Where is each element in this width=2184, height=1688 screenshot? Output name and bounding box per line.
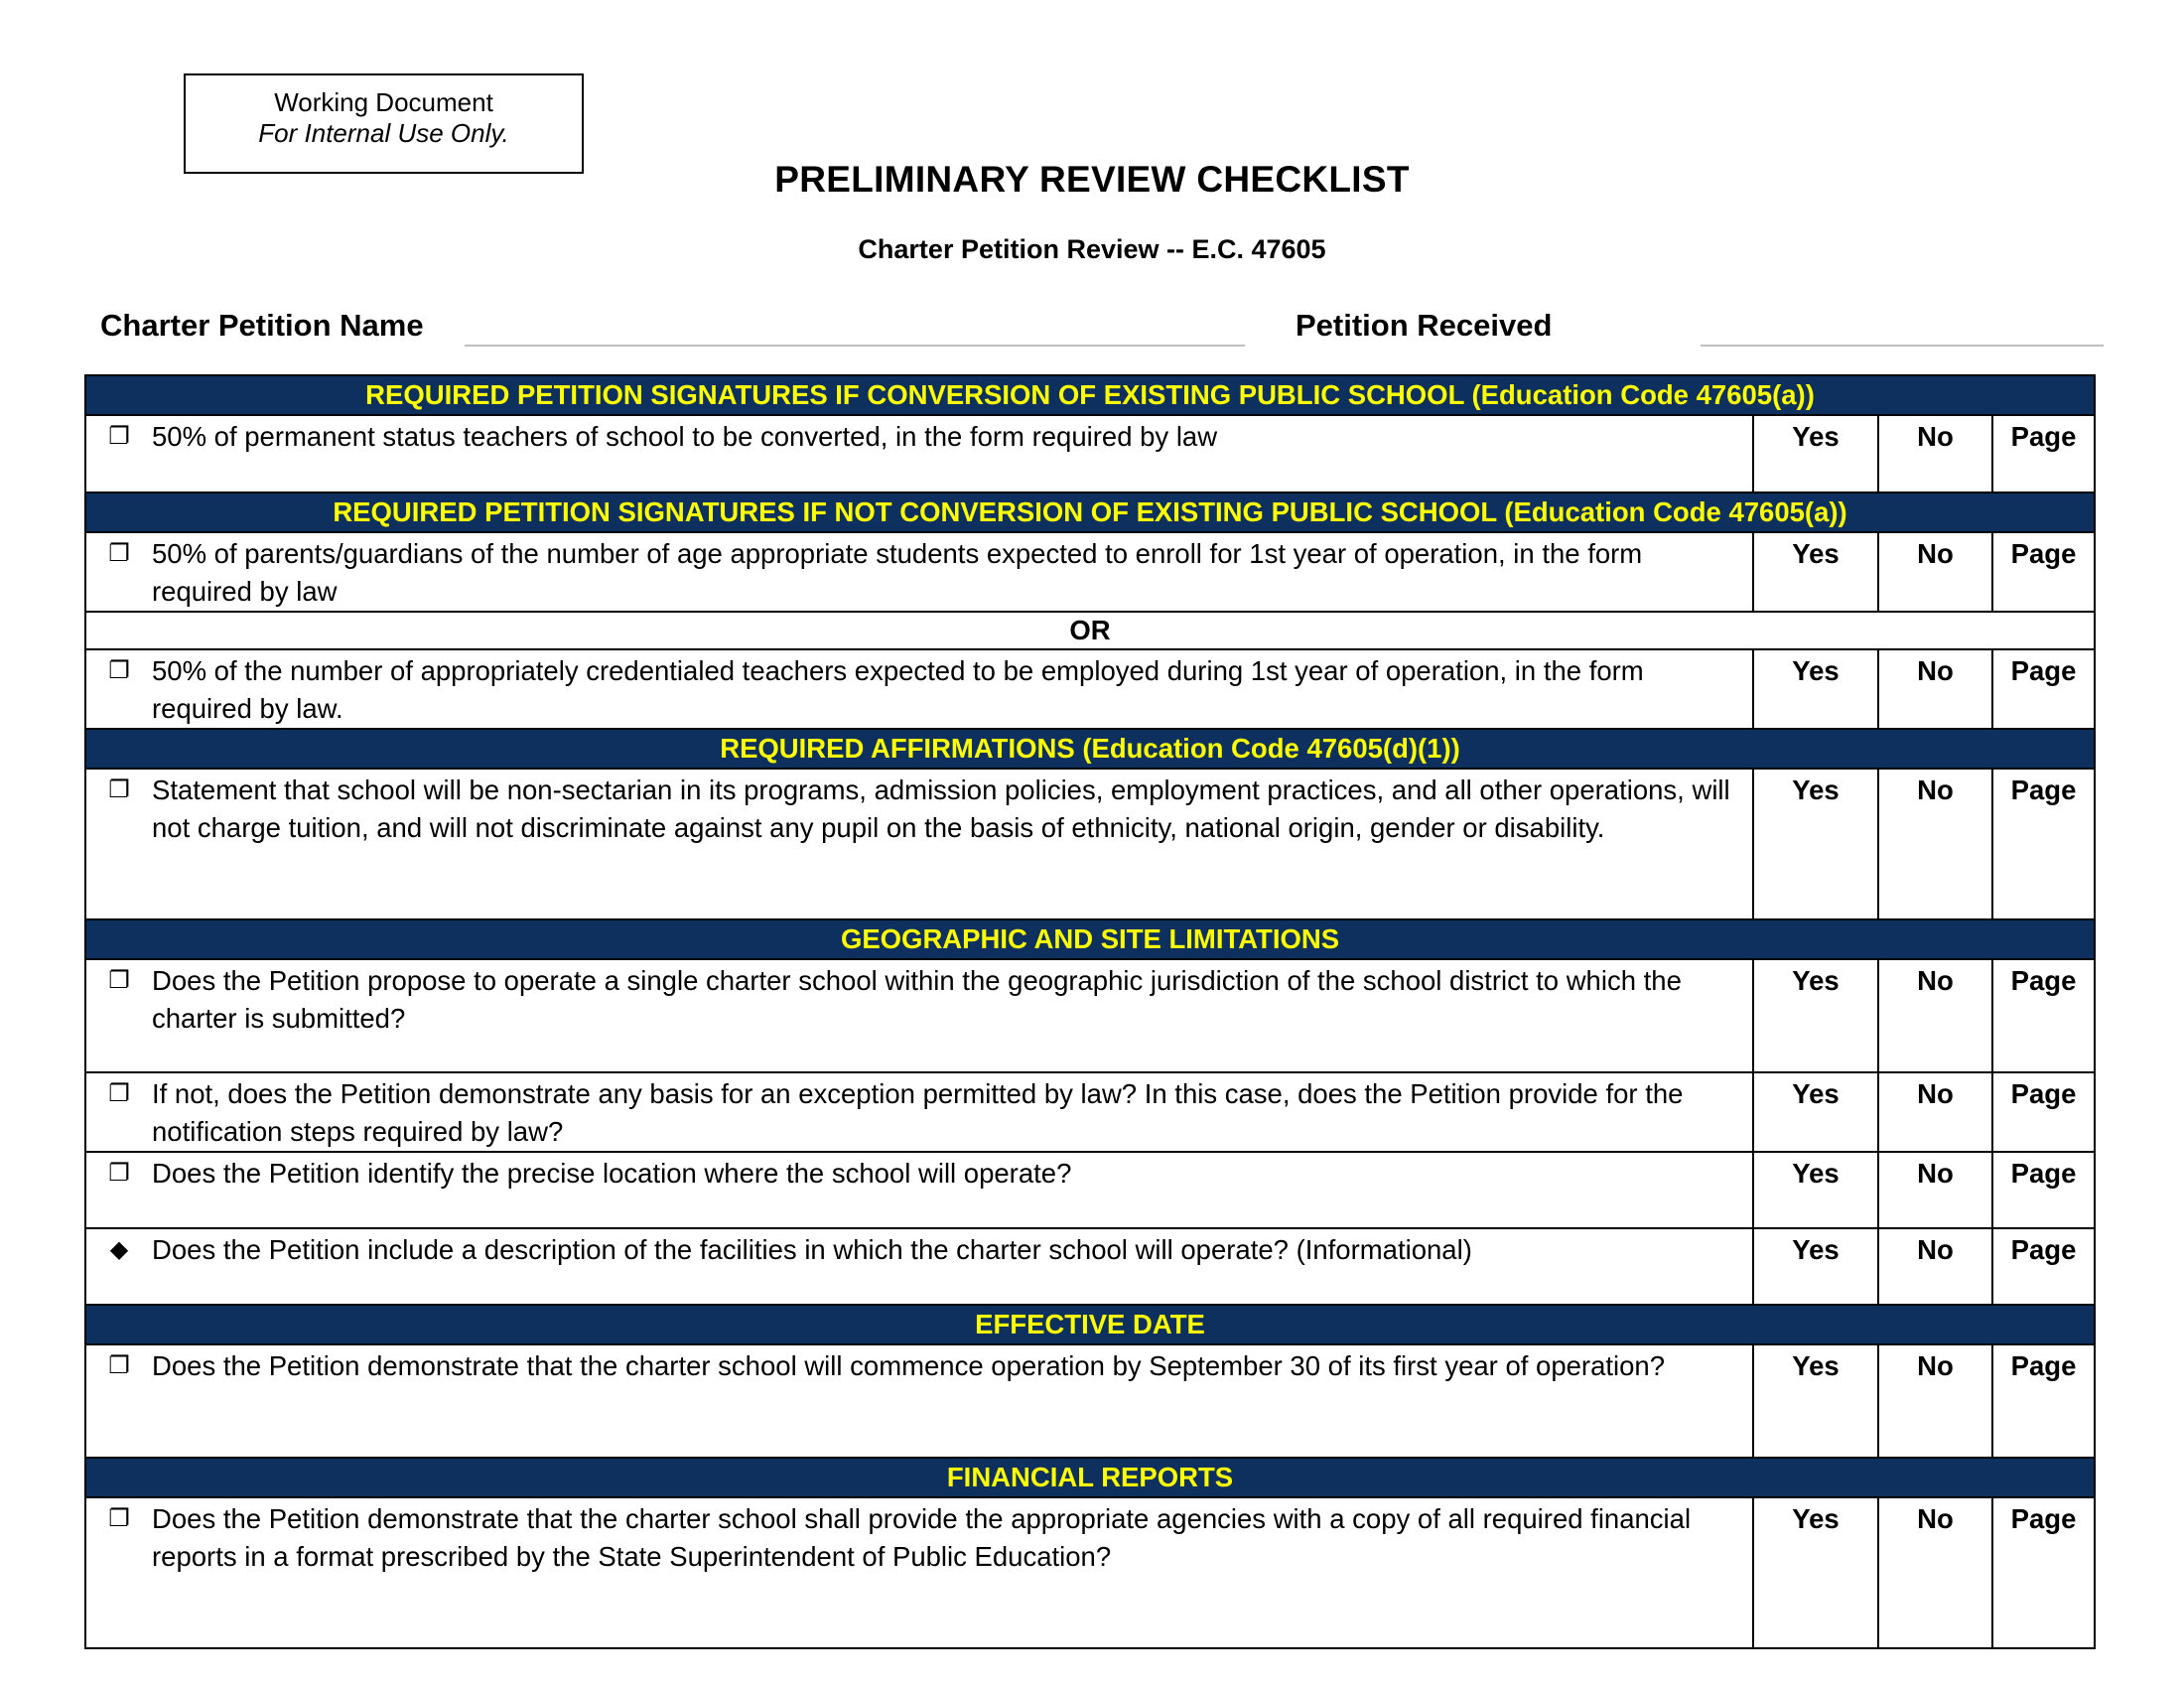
checkbox-icon[interactable]: ❐ (108, 1080, 130, 1107)
page-cell[interactable]: Page (1992, 649, 2095, 729)
page-cell[interactable]: Page (1992, 532, 2095, 612)
yes-cell[interactable]: Yes (1753, 769, 1878, 919)
checklist-item (85, 1072, 1753, 1152)
checklist-item (85, 1152, 1753, 1228)
section-header-row (85, 1458, 2095, 1497)
item-text: Does the Petition demonstrate that the charter school will commence operation by September 30 of its first year of operation? (152, 1350, 1665, 1381)
yes-cell[interactable]: Yes (1753, 1228, 1878, 1305)
item-text: Does the Petition identify the precise location where the school will operate? (152, 1158, 1072, 1189)
no-cell[interactable]: No (1878, 769, 1992, 919)
stamp-line-1: Working Document (274, 87, 493, 117)
section-title: REQUIRED PETITION SIGNATURES IF CONVERSION OF EXISTING PUBLIC SCHOOL (Education Code 47605(a)) (85, 375, 2095, 415)
page-title: PRELIMINARY REVIEW CHECKLIST (774, 159, 1410, 200)
item-text: Statement that school will be non-sectarian in its programs, admission policies, employment practices, and all other operations, will not charge tuition, and will not discriminate against any pupil on the basis of ethnicity, national origin, gender or disability. (152, 774, 1730, 843)
section-title: EFFECTIVE DATE (85, 1305, 2095, 1344)
yes-cell[interactable]: Yes (1753, 415, 1878, 492)
item-text: 50% of parents/guardians of the number of age appropriate students expected to enroll for 1st year of operation, in the form required by law (152, 538, 1643, 607)
checklist-item (85, 415, 1753, 492)
no-cell[interactable]: No (1878, 959, 1992, 1072)
section-title: REQUIRED PETITION SIGNATURES IF NOT CONVERSION OF EXISTING PUBLIC SCHOOL (Education Code 47605(a)) (85, 492, 2095, 532)
checkbox-icon[interactable]: ❐ (108, 1160, 130, 1187)
yes-cell[interactable]: Yes (1753, 1072, 1878, 1152)
checkbox-icon[interactable]: ❐ (108, 657, 130, 684)
checkbox-icon[interactable]: ❐ (108, 776, 130, 803)
petition-received-field[interactable] (1701, 345, 2104, 347)
checklist-row (85, 1152, 2095, 1228)
no-cell[interactable]: No (1878, 1072, 1992, 1152)
checklist-row (85, 1072, 2095, 1152)
checkbox-icon[interactable]: ❐ (108, 423, 130, 450)
review-checklist-table (84, 374, 2096, 1649)
checklist-row (85, 1497, 2095, 1648)
checklist-item (85, 959, 1753, 1072)
checklist-row (85, 1228, 2095, 1305)
checkbox-icon[interactable]: ❐ (108, 1352, 130, 1379)
checklist-item (85, 769, 1753, 919)
page-cell[interactable]: Page (1992, 1344, 2095, 1458)
yes-cell[interactable]: Yes (1753, 1497, 1878, 1648)
section-title: FINANCIAL REPORTS (85, 1458, 2095, 1497)
checklist-item (85, 1497, 1753, 1648)
petition-name-label: Charter Petition Name (100, 308, 424, 343)
petition-name-field[interactable] (465, 345, 1245, 347)
no-cell[interactable]: No (1878, 532, 1992, 612)
checkbox-icon[interactable]: ❐ (108, 540, 130, 567)
section-header-row (85, 729, 2095, 769)
yes-cell[interactable]: Yes (1753, 649, 1878, 729)
no-cell[interactable]: No (1878, 1497, 1992, 1648)
no-cell[interactable]: No (1878, 1228, 1992, 1305)
section-header-row (85, 492, 2095, 532)
section-title: GEOGRAPHIC AND SITE LIMITATIONS (85, 919, 2095, 959)
checklist-row (85, 415, 2095, 492)
petition-received-label: Petition Received (1296, 308, 1553, 343)
checklist-row (85, 959, 2095, 1072)
no-cell[interactable]: No (1878, 1344, 1992, 1458)
yes-cell[interactable]: Yes (1753, 1344, 1878, 1458)
item-text: Does the Petition propose to operate a single charter school within the geographic jurisdiction of the school district to which the charter is submitted? (152, 965, 1682, 1034)
yes-cell[interactable]: Yes (1753, 532, 1878, 612)
checklist-item (85, 1228, 1753, 1305)
page-cell[interactable]: Page (1992, 1497, 2095, 1648)
page-cell[interactable]: Page (1992, 959, 2095, 1072)
checklist-row (85, 532, 2095, 612)
stamp-line-2: For Internal Use Only. (258, 118, 509, 148)
checkbox-icon[interactable]: ❐ (108, 1505, 130, 1532)
page-cell[interactable]: Page (1992, 415, 2095, 492)
page-cell[interactable]: Page (1992, 1072, 2095, 1152)
or-separator: OR (85, 612, 2095, 649)
diamond-icon: ◆ (109, 1236, 129, 1263)
no-cell[interactable]: No (1878, 1152, 1992, 1228)
page-cell[interactable]: Page (1992, 1152, 2095, 1228)
checklist-row (85, 1344, 2095, 1458)
no-cell[interactable]: No (1878, 649, 1992, 729)
section-header-row (85, 1305, 2095, 1344)
checkbox-icon[interactable]: ❐ (108, 967, 130, 994)
item-text: Does the Petition demonstrate that the charter school shall provide the appropriate agencies with a copy of all required financial reports in a format prescribed by the State Superintendent of Public Education? (152, 1503, 1692, 1572)
page-cell[interactable]: Page (1992, 769, 2095, 919)
yes-cell[interactable]: Yes (1753, 1152, 1878, 1228)
section-title: REQUIRED AFFIRMATIONS (Education Code 47605(d)(1)) (85, 729, 2095, 769)
no-cell[interactable]: No (1878, 415, 1992, 492)
yes-cell[interactable]: Yes (1753, 959, 1878, 1072)
item-text: 50% of the number of appropriately credentialed teachers expected to be employed during 1st year of operation, in the form required by law. (152, 655, 1644, 724)
item-text: If not, does the Petition demonstrate any basis for an exception permitted by law? In this case, does the Petition provide for the notification steps required by law? (152, 1078, 1684, 1147)
item-text: 50% of permanent status teachers of school to be converted, in the form required by law (152, 421, 1218, 452)
item-text: Does the Petition include a description of the facilities in which the charter school will operate? (Informational) (152, 1234, 1472, 1265)
checklist-row (85, 649, 2095, 729)
checklist-row (85, 769, 2095, 919)
page-subtitle: Charter Petition Review -- E.C. 47605 (858, 234, 1326, 264)
section-header-row (85, 919, 2095, 959)
page-cell[interactable]: Page (1992, 1228, 2095, 1305)
checklist-item (85, 1344, 1753, 1458)
checklist-item (85, 649, 1753, 729)
checklist-item (85, 532, 1753, 612)
or-separator-row (85, 612, 2095, 649)
section-header-row (85, 375, 2095, 415)
